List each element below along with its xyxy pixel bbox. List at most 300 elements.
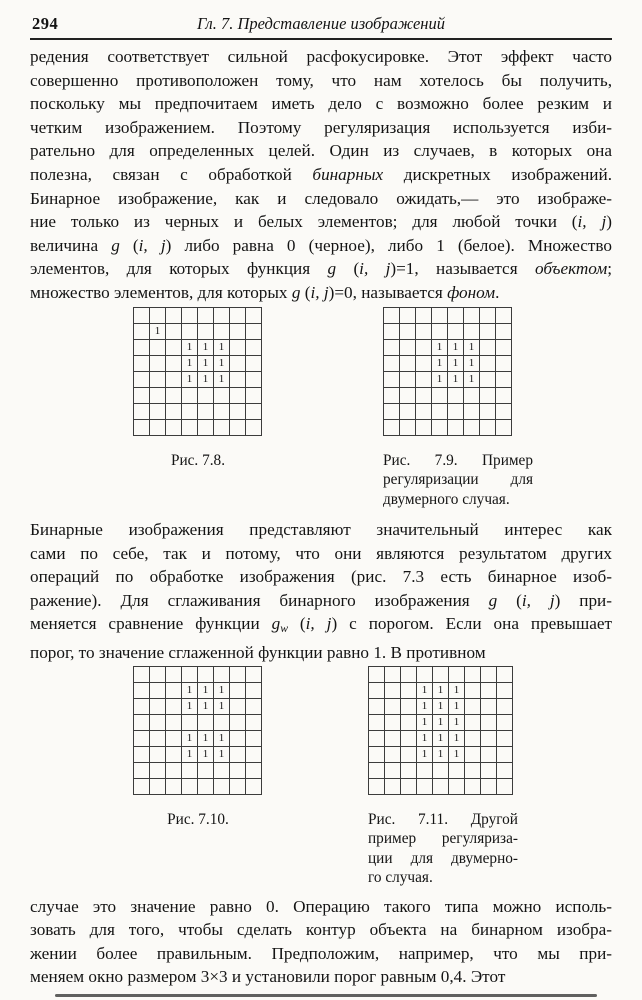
grid-cell bbox=[198, 419, 214, 435]
chapter-title: Гл. 7. Представление изображений bbox=[197, 14, 445, 33]
grid-cell bbox=[230, 355, 246, 371]
grid-cell bbox=[214, 387, 230, 403]
running-header bbox=[30, 14, 612, 37]
grid-cell: 1 bbox=[448, 371, 464, 387]
grid-cell: 1 bbox=[150, 323, 166, 339]
text-segment: жении более правильным. Предположим, например, что мы при- bbox=[30, 943, 612, 963]
grid-cell: 1 bbox=[433, 698, 449, 714]
grid-cell bbox=[497, 778, 513, 794]
text-segment: поскольку мы предпочитаем иметь дело с возможно более резким и bbox=[30, 94, 612, 114]
grid-cell bbox=[416, 403, 432, 419]
grid-cell: 1 bbox=[417, 714, 433, 730]
grid-cell bbox=[449, 666, 465, 682]
grid-cell bbox=[230, 371, 246, 387]
grid-cell bbox=[150, 730, 166, 746]
grid-cell bbox=[449, 778, 465, 794]
grid-cell bbox=[198, 762, 214, 778]
text-segment: i, j bbox=[521, 590, 555, 610]
grid-cell bbox=[246, 403, 262, 419]
grid-cell bbox=[230, 698, 246, 714]
grid-cell bbox=[401, 778, 417, 794]
text-segment: рательно для определенных целей. Один из случаев, в которых она bbox=[30, 141, 612, 161]
grid-cell bbox=[385, 666, 401, 682]
grid-cell bbox=[182, 387, 198, 403]
grid-cell bbox=[480, 355, 496, 371]
figure-7-9-caption bbox=[383, 451, 533, 510]
grid-cell: 1 bbox=[182, 698, 198, 714]
grid-cell bbox=[480, 419, 496, 435]
grid-cell bbox=[230, 307, 246, 323]
grid-cell: 1 bbox=[417, 746, 433, 762]
grid-cell bbox=[416, 307, 432, 323]
text-segment: ( bbox=[336, 259, 360, 279]
grid-cell bbox=[230, 339, 246, 355]
grid-cell bbox=[166, 355, 182, 371]
grid-cell bbox=[433, 762, 449, 778]
grid-cell bbox=[214, 714, 230, 730]
figure-caption-line: Рис. 7.8. bbox=[170, 451, 226, 469]
grid-cell bbox=[465, 698, 481, 714]
grid-cell bbox=[369, 730, 385, 746]
grid-cell bbox=[198, 714, 214, 730]
text-segment: операций по обработке изображения (рис. 7.3 есть бинарное изоб- bbox=[30, 567, 612, 587]
text-segment: Бинарное изображение, как и следовало ожидать,— это изображе- bbox=[30, 188, 612, 208]
grid-cell bbox=[496, 371, 512, 387]
grid-cell bbox=[214, 762, 230, 778]
text-line bbox=[30, 187, 612, 211]
text-segment: совершенно противоположен тому, что нам хотелось бы получить, bbox=[30, 70, 612, 90]
text-segment: w bbox=[280, 622, 288, 636]
grid-cell bbox=[150, 387, 166, 403]
grid-cell bbox=[166, 730, 182, 746]
text-segment: i, j bbox=[359, 259, 391, 279]
grid-cell bbox=[182, 714, 198, 730]
grid-cell bbox=[166, 762, 182, 778]
grid-cell: 1 bbox=[198, 355, 214, 371]
grid-cell bbox=[246, 666, 262, 682]
grid-cell bbox=[401, 666, 417, 682]
grid-cell bbox=[230, 682, 246, 698]
grid-cell bbox=[182, 403, 198, 419]
grid-cell bbox=[166, 371, 182, 387]
text-line bbox=[30, 895, 612, 919]
grid-cell bbox=[464, 387, 480, 403]
text-segment: дискретных изображений. bbox=[383, 164, 612, 184]
grid-cell bbox=[246, 746, 262, 762]
text-segment: Бинарные изображения представляют значительный интерес как bbox=[30, 520, 612, 540]
grid-cell bbox=[182, 666, 198, 682]
grid-cell: 1 bbox=[433, 682, 449, 698]
grid-cell bbox=[400, 339, 416, 355]
grid-cell bbox=[497, 682, 513, 698]
page-number: 294 bbox=[32, 14, 59, 33]
text-line bbox=[30, 942, 612, 966]
grid-cell bbox=[496, 323, 512, 339]
grid-cell bbox=[465, 682, 481, 698]
grid-cell bbox=[134, 307, 150, 323]
grid-cell bbox=[230, 762, 246, 778]
grid-cell bbox=[497, 666, 513, 682]
text-line bbox=[30, 281, 612, 305]
grid-cell: 1 bbox=[198, 682, 214, 698]
grid-cell bbox=[166, 339, 182, 355]
grid-cell bbox=[448, 403, 464, 419]
figure-7-10-caption bbox=[133, 810, 263, 830]
grid-cell bbox=[433, 666, 449, 682]
text-line bbox=[30, 92, 612, 116]
grid-cell bbox=[401, 714, 417, 730]
grid-cell bbox=[369, 714, 385, 730]
grid-cell bbox=[214, 307, 230, 323]
grid-cell: 1 bbox=[198, 730, 214, 746]
figure-row-top bbox=[30, 307, 612, 510]
text-segment: ( bbox=[119, 235, 139, 255]
grid-cell: 1 bbox=[464, 339, 480, 355]
grid-cell bbox=[385, 698, 401, 714]
grid-cell: 1 bbox=[182, 746, 198, 762]
figure-row-bottom bbox=[30, 666, 612, 888]
grid-cell bbox=[134, 746, 150, 762]
text-segment: g bbox=[327, 259, 337, 279]
grid-cell: 1 bbox=[449, 746, 465, 762]
grid-cell bbox=[214, 403, 230, 419]
grid-cell bbox=[496, 387, 512, 403]
grid-cell bbox=[246, 419, 262, 435]
grid-cell bbox=[400, 403, 416, 419]
grid-cell bbox=[150, 666, 166, 682]
grid-cell bbox=[480, 371, 496, 387]
grid-cell bbox=[465, 714, 481, 730]
grid-cell bbox=[416, 339, 432, 355]
grid-cell bbox=[166, 714, 182, 730]
figure-7-9 bbox=[383, 307, 533, 510]
grid-cell bbox=[384, 371, 400, 387]
text-segment: четким изображением. Поэтому регуляризация используется изби- bbox=[30, 117, 612, 137]
grid-cell bbox=[246, 762, 262, 778]
grid-cell bbox=[448, 387, 464, 403]
grid-cell bbox=[246, 307, 262, 323]
grid-cell bbox=[448, 419, 464, 435]
grid-cell bbox=[369, 762, 385, 778]
grid-cell bbox=[150, 714, 166, 730]
figure-7-8 bbox=[133, 307, 263, 471]
grid-cell bbox=[150, 698, 166, 714]
grid-cell bbox=[448, 323, 464, 339]
text-segment: сами по себе, так и потому, что они являются результатом других bbox=[30, 543, 612, 563]
text-segment: ( bbox=[497, 590, 522, 610]
figure-7-10 bbox=[133, 666, 263, 830]
grid-cell bbox=[385, 762, 401, 778]
grid-cell bbox=[401, 730, 417, 746]
figure-caption-line: пример регуляриза- bbox=[368, 830, 518, 848]
grid-cell bbox=[400, 371, 416, 387]
grid-cell: 1 bbox=[449, 682, 465, 698]
text-segment: меняется сравнение функции bbox=[30, 614, 272, 634]
grid-cell bbox=[230, 778, 246, 794]
grid-cell bbox=[416, 419, 432, 435]
grid-cell: 1 bbox=[432, 339, 448, 355]
grid-cell bbox=[385, 730, 401, 746]
text-segment: меняем окно размером 3×3 и установили порог равным 0,4. Этот bbox=[30, 967, 506, 987]
text-line bbox=[30, 918, 612, 942]
grid-cell bbox=[400, 387, 416, 403]
grid-cell: 1 bbox=[417, 730, 433, 746]
grid-cell bbox=[384, 323, 400, 339]
binary-image-grid bbox=[383, 307, 512, 436]
grid-cell bbox=[481, 762, 497, 778]
grid-cell bbox=[497, 714, 513, 730]
text-segment: g bbox=[488, 590, 498, 610]
grid-cell bbox=[230, 387, 246, 403]
binary-grid-7-9 bbox=[383, 307, 533, 436]
grid-cell bbox=[198, 666, 214, 682]
text-line bbox=[30, 234, 612, 258]
grid-cell bbox=[384, 355, 400, 371]
grid-cell bbox=[246, 778, 262, 794]
grid-cell bbox=[481, 666, 497, 682]
grid-cell bbox=[465, 730, 481, 746]
grid-cell bbox=[384, 339, 400, 355]
binary-image-grid bbox=[133, 666, 262, 795]
grid-cell: 1 bbox=[182, 730, 198, 746]
grid-cell bbox=[385, 746, 401, 762]
grid-cell: 1 bbox=[449, 730, 465, 746]
grid-cell bbox=[432, 323, 448, 339]
grid-cell bbox=[433, 778, 449, 794]
grid-cell bbox=[496, 339, 512, 355]
grid-cell: 1 bbox=[214, 355, 230, 371]
grid-cell: 1 bbox=[214, 746, 230, 762]
grid-cell bbox=[464, 403, 480, 419]
grid-cell bbox=[246, 339, 262, 355]
grid-cell bbox=[480, 339, 496, 355]
grid-cell bbox=[150, 339, 166, 355]
grid-cell bbox=[166, 778, 182, 794]
text-segment: g bbox=[291, 282, 301, 302]
text-line bbox=[30, 589, 612, 613]
grid-cell bbox=[416, 355, 432, 371]
grid-cell bbox=[182, 762, 198, 778]
text-line bbox=[30, 542, 612, 566]
text-segment: элементов, для которых функция bbox=[30, 259, 328, 279]
text-segment: случае это значение равно 0. Операцию такого типа можно исполь- bbox=[30, 896, 612, 916]
grid-cell bbox=[384, 419, 400, 435]
grid-cell: 1 bbox=[214, 682, 230, 698]
grid-cell bbox=[496, 355, 512, 371]
grid-cell bbox=[134, 730, 150, 746]
grid-cell bbox=[496, 419, 512, 435]
text-segment: ; bbox=[607, 259, 612, 279]
grid-cell bbox=[416, 371, 432, 387]
binary-image-grid bbox=[368, 666, 513, 795]
grid-cell: 1 bbox=[417, 698, 433, 714]
grid-cell bbox=[401, 746, 417, 762]
text-segment: ) bbox=[606, 212, 612, 232]
grid-cell bbox=[464, 323, 480, 339]
text-line bbox=[30, 69, 612, 93]
grid-cell bbox=[150, 355, 166, 371]
text-line bbox=[30, 139, 612, 163]
text-segment: i, j bbox=[305, 614, 332, 634]
grid-cell bbox=[246, 714, 262, 730]
grid-cell: 1 bbox=[198, 371, 214, 387]
text-segment: ) либо равна 0 (черное), либо 1 (белое). Множество bbox=[165, 235, 612, 255]
grid-cell bbox=[400, 323, 416, 339]
grid-cell bbox=[246, 371, 262, 387]
text-segment: фоном bbox=[447, 282, 496, 302]
grid-cell bbox=[150, 419, 166, 435]
scan-artifact-line bbox=[55, 994, 597, 997]
text-segment: ( bbox=[287, 614, 306, 634]
grid-cell bbox=[369, 778, 385, 794]
grid-cell bbox=[166, 746, 182, 762]
grid-cell bbox=[497, 698, 513, 714]
grid-cell bbox=[401, 762, 417, 778]
grid-cell bbox=[166, 403, 182, 419]
grid-cell bbox=[134, 371, 150, 387]
grid-cell bbox=[464, 419, 480, 435]
grid-cell: 1 bbox=[214, 371, 230, 387]
grid-cell bbox=[369, 666, 385, 682]
grid-cell bbox=[214, 419, 230, 435]
grid-cell bbox=[246, 387, 262, 403]
grid-cell: 1 bbox=[433, 714, 449, 730]
paragraph-1 bbox=[30, 45, 612, 305]
grid-cell bbox=[246, 355, 262, 371]
grid-cell bbox=[230, 714, 246, 730]
grid-cell bbox=[432, 387, 448, 403]
binary-grid-7-11 bbox=[368, 666, 518, 795]
grid-cell bbox=[134, 387, 150, 403]
grid-cell bbox=[432, 419, 448, 435]
text-line bbox=[30, 518, 612, 542]
grid-cell bbox=[134, 778, 150, 794]
figure-caption-line: Рис. 7.10. bbox=[167, 810, 229, 828]
grid-cell bbox=[369, 682, 385, 698]
grid-cell bbox=[230, 730, 246, 746]
grid-cell bbox=[400, 307, 416, 323]
grid-cell bbox=[481, 778, 497, 794]
grid-cell: 1 bbox=[214, 730, 230, 746]
grid-cell bbox=[230, 746, 246, 762]
text-segment: i, j bbox=[138, 235, 166, 255]
figure-caption-line: ции для двумерно- bbox=[368, 849, 518, 867]
grid-cell bbox=[134, 714, 150, 730]
grid-cell bbox=[230, 666, 246, 682]
grid-cell bbox=[465, 746, 481, 762]
figure-caption-line: Рис. 7.11. Другой bbox=[368, 810, 518, 828]
grid-cell bbox=[134, 355, 150, 371]
grid-cell: 1 bbox=[433, 746, 449, 762]
text-line bbox=[30, 612, 612, 641]
text-segment: зовать для того, чтобы сделать контур объекта на бинарном изобра- bbox=[30, 920, 612, 940]
grid-cell: 1 bbox=[432, 355, 448, 371]
grid-cell bbox=[150, 746, 166, 762]
grid-cell bbox=[384, 403, 400, 419]
text-segment: ) с порогом. Если она превышает bbox=[331, 614, 612, 634]
grid-cell: 1 bbox=[464, 371, 480, 387]
grid-cell: 1 bbox=[417, 682, 433, 698]
grid-cell bbox=[150, 307, 166, 323]
grid-cell bbox=[481, 698, 497, 714]
grid-cell bbox=[166, 387, 182, 403]
figure-7-8-caption bbox=[133, 451, 263, 471]
grid-cell: 1 bbox=[214, 339, 230, 355]
binary-image-grid bbox=[133, 307, 262, 436]
grid-cell bbox=[465, 762, 481, 778]
text-line bbox=[30, 965, 612, 989]
figure-caption-line: го случая. bbox=[368, 869, 433, 887]
grid-cell bbox=[497, 730, 513, 746]
text-segment: ражение). Для сглаживания бинарного изображения bbox=[30, 590, 489, 610]
grid-cell bbox=[481, 682, 497, 698]
text-segment: редения соответствует сильной расфокусировке. Этот эффект часто bbox=[30, 47, 612, 66]
grid-cell: 1 bbox=[198, 746, 214, 762]
grid-cell bbox=[481, 746, 497, 762]
grid-cell: 1 bbox=[449, 714, 465, 730]
grid-cell bbox=[496, 307, 512, 323]
grid-cell bbox=[134, 762, 150, 778]
grid-cell bbox=[230, 403, 246, 419]
grid-cell: 1 bbox=[432, 371, 448, 387]
text-line bbox=[30, 45, 612, 69]
grid-cell bbox=[150, 403, 166, 419]
grid-cell bbox=[385, 778, 401, 794]
grid-cell bbox=[134, 403, 150, 419]
grid-cell: 1 bbox=[182, 682, 198, 698]
grid-cell: 1 bbox=[449, 698, 465, 714]
grid-cell bbox=[150, 682, 166, 698]
grid-cell bbox=[198, 778, 214, 794]
grid-cell: 1 bbox=[448, 355, 464, 371]
grid-cell: 1 bbox=[198, 339, 214, 355]
grid-cell bbox=[497, 746, 513, 762]
grid-cell bbox=[166, 682, 182, 698]
text-segment: объектом bbox=[534, 259, 608, 279]
grid-cell bbox=[182, 307, 198, 323]
figure-caption-line: Рис. 7.9. Пример bbox=[383, 451, 533, 469]
text-segment: ние только из черных и белых элементов; для любой точки ( bbox=[30, 212, 578, 232]
grid-cell bbox=[417, 666, 433, 682]
grid-cell bbox=[182, 778, 198, 794]
grid-cell bbox=[198, 387, 214, 403]
text-segment: ( bbox=[300, 282, 311, 302]
text-line bbox=[30, 116, 612, 140]
grid-cell bbox=[246, 323, 262, 339]
text-segment: )=0, называется bbox=[328, 282, 448, 302]
grid-cell bbox=[401, 682, 417, 698]
text-segment: бинарных bbox=[312, 164, 384, 184]
grid-cell bbox=[246, 698, 262, 714]
grid-cell: 1 bbox=[433, 730, 449, 746]
grid-cell bbox=[481, 714, 497, 730]
grid-cell: 1 bbox=[214, 698, 230, 714]
binary-grid-7-8 bbox=[133, 307, 263, 436]
grid-cell bbox=[400, 419, 416, 435]
figure-caption-line: регуляризации для bbox=[383, 471, 533, 489]
grid-cell bbox=[150, 778, 166, 794]
grid-cell bbox=[416, 323, 432, 339]
grid-cell bbox=[432, 403, 448, 419]
grid-cell bbox=[400, 355, 416, 371]
grid-cell bbox=[449, 762, 465, 778]
binary-grid-7-10 bbox=[133, 666, 263, 795]
figure-caption-line: двумерного случая. bbox=[383, 490, 510, 508]
figure-7-11 bbox=[368, 666, 518, 888]
text-segment: )=1, называется bbox=[390, 259, 535, 279]
text-segment: величина bbox=[30, 235, 112, 255]
grid-cell bbox=[385, 682, 401, 698]
